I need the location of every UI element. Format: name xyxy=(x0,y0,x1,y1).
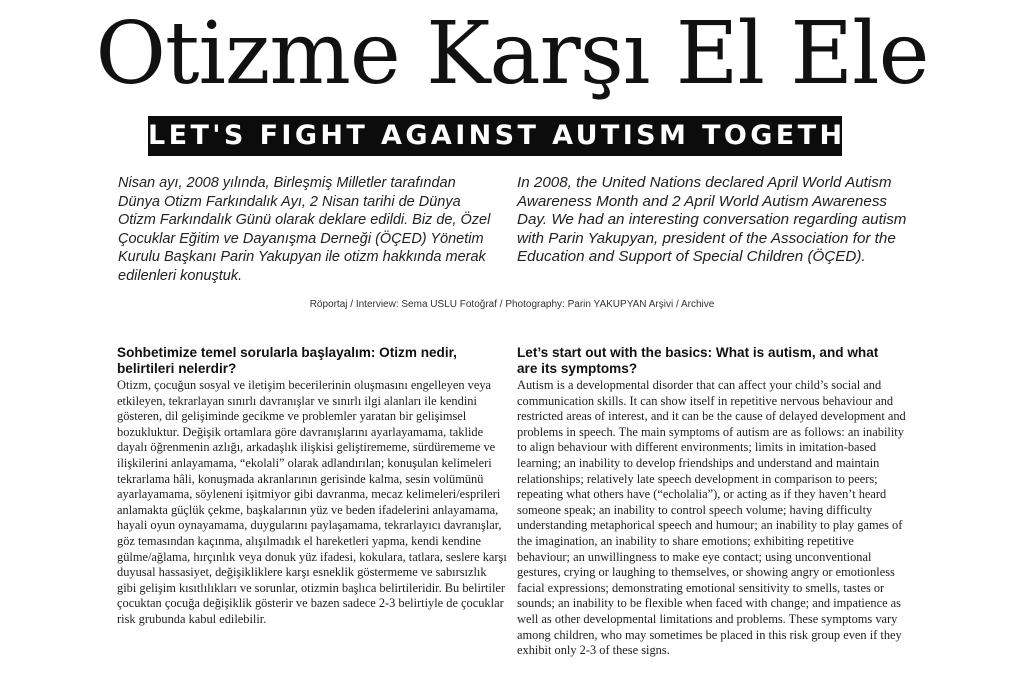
question-heading-english: Let’s start out with the basics: What is autism, and what are its symptoms? xyxy=(517,345,879,376)
title-banner: LET'S FIGHT AGAINST AUTISM TOGETHER! xyxy=(148,116,842,156)
credits-line: Röportaj / Interview: Sema USLU Fotoğraf / Photography: Parin YAKUPYAN Arşivi / Archive xyxy=(309,299,715,310)
intro-turkish: Nisan ayı, 2008 yılında, Birleşmiş Milletler tarafından Dünya Otizm Farkındalık Ayı, 2 Nisan tarihi de Dünya Otizm Farkındalık Günü olarak deklare edildi. Biz de, Özel Çocuklar Eğitim ve Dayanışma Derneği (ÖÇED) Yönetim Kurulu Başkanı Parin Yakupyan ile otizm hakkında merak edilenleri konuştuk. xyxy=(118,175,491,284)
intro-english: In 2008, the United Nations declared April World Autism Awareness Month and 2 April World Autism Awareness Day. We had an interesting conversation regarding autism with Parin Yakupyan, president of the Association for the Education and Support of Special Children (ÖÇED). xyxy=(517,174,907,266)
answer-body-english: Autism is a developmental disorder that can affect your child’s social and communication skills. It can show itself in repetitive nervous behaviour and restricted areas of interest, and it can be the cause of delayed development and problems in speech. The main symptoms of autism are as follows: an inability to align behaviour with different environments; limits in imitation-based learning; an inability to develop friendships and understand and maintain relationships; relatively late speech development in comparison to peers; repeating what others have (“echolalia”), or acting as if they haven’t heard someone speak; an inability to control speech volume; having difficulty understanding metaphorical speech and humour; an inability to play games of the imagination, an inability to share emotions; exhibiting repetitive behaviour; an unwillingness to make eye contact; using unconventional gestures, crying or laughing to themselves, or showing angry or emotionless facial expressions; demonstrating emotional sensitivity to smells, tastes or sounds; an inability to be flexible when faced with change; and impatience as well as other developmental limitations and problems. These symptoms vary among children, who may sometimes be placed in this risk group even if they exhibit only 2-3 of these signs. xyxy=(517,378,906,658)
page-title: Otizme Karşı El Ele xyxy=(95,4,929,104)
question-heading-turkish: Sohbetimize temel sorularla başlayalım: Otizm nedir, belirtileri nelerdir? xyxy=(117,345,457,376)
answer-body-turkish: Otizm, çocuğun sosyal ve iletişim becerilerinin oluşmasını engelleyen veya etkileyen, tekrarlayan sınırlı davranışlar ve sınırlı ilgi alanları ile kendini gösteren, dil gelişiminde gecikme ve problemler yaratan bir gelişimsel bozukluktur. Değişik ortamlara göre davranışlarını ayarlayamama, taklide dayalı öğrenmenin azlığı, arkadaşlık ilişkisi geliştirememe, sürdürememe ve ilişkilerini anlayamama, “ekolali” olarak adlandırılan; konuşulan kelimeleri tekrarlama hâli, konuşmada akranlarının gerisinde kalma, sesin volümünü ayarlayamama, söyleneni işitmiyor gibi davranma, mecaz kelimeleri/esprileri anlamakta güçlük çekme, başkalarının yüz ve beden ifadelerini anlayamama, hayali oyun oynayamama, duygularını paylaşamama, tekrarlayıcı davranışlar, göz temasından kaçınma, alışılmadık el hareketleri yapma, kendi kendine gülme/ağlama, hırçınlık veya donuk yüz ifadesi, kokulara, tatlara, seslere karşı duyusal hassasiyet, değişikliklere karşı esneklik göstermeme ve sabırsızlık gibi gelişim kısıtlılıkları ve sorunlar, otizmin başlıca belirtileridir. Bu belirtiler çocuktan çocuğa değişiklik gösterir ve bazen sadece 2-3 belirtiyle de çocuklar risk grubunda kabul edilebilir. xyxy=(117,378,507,626)
